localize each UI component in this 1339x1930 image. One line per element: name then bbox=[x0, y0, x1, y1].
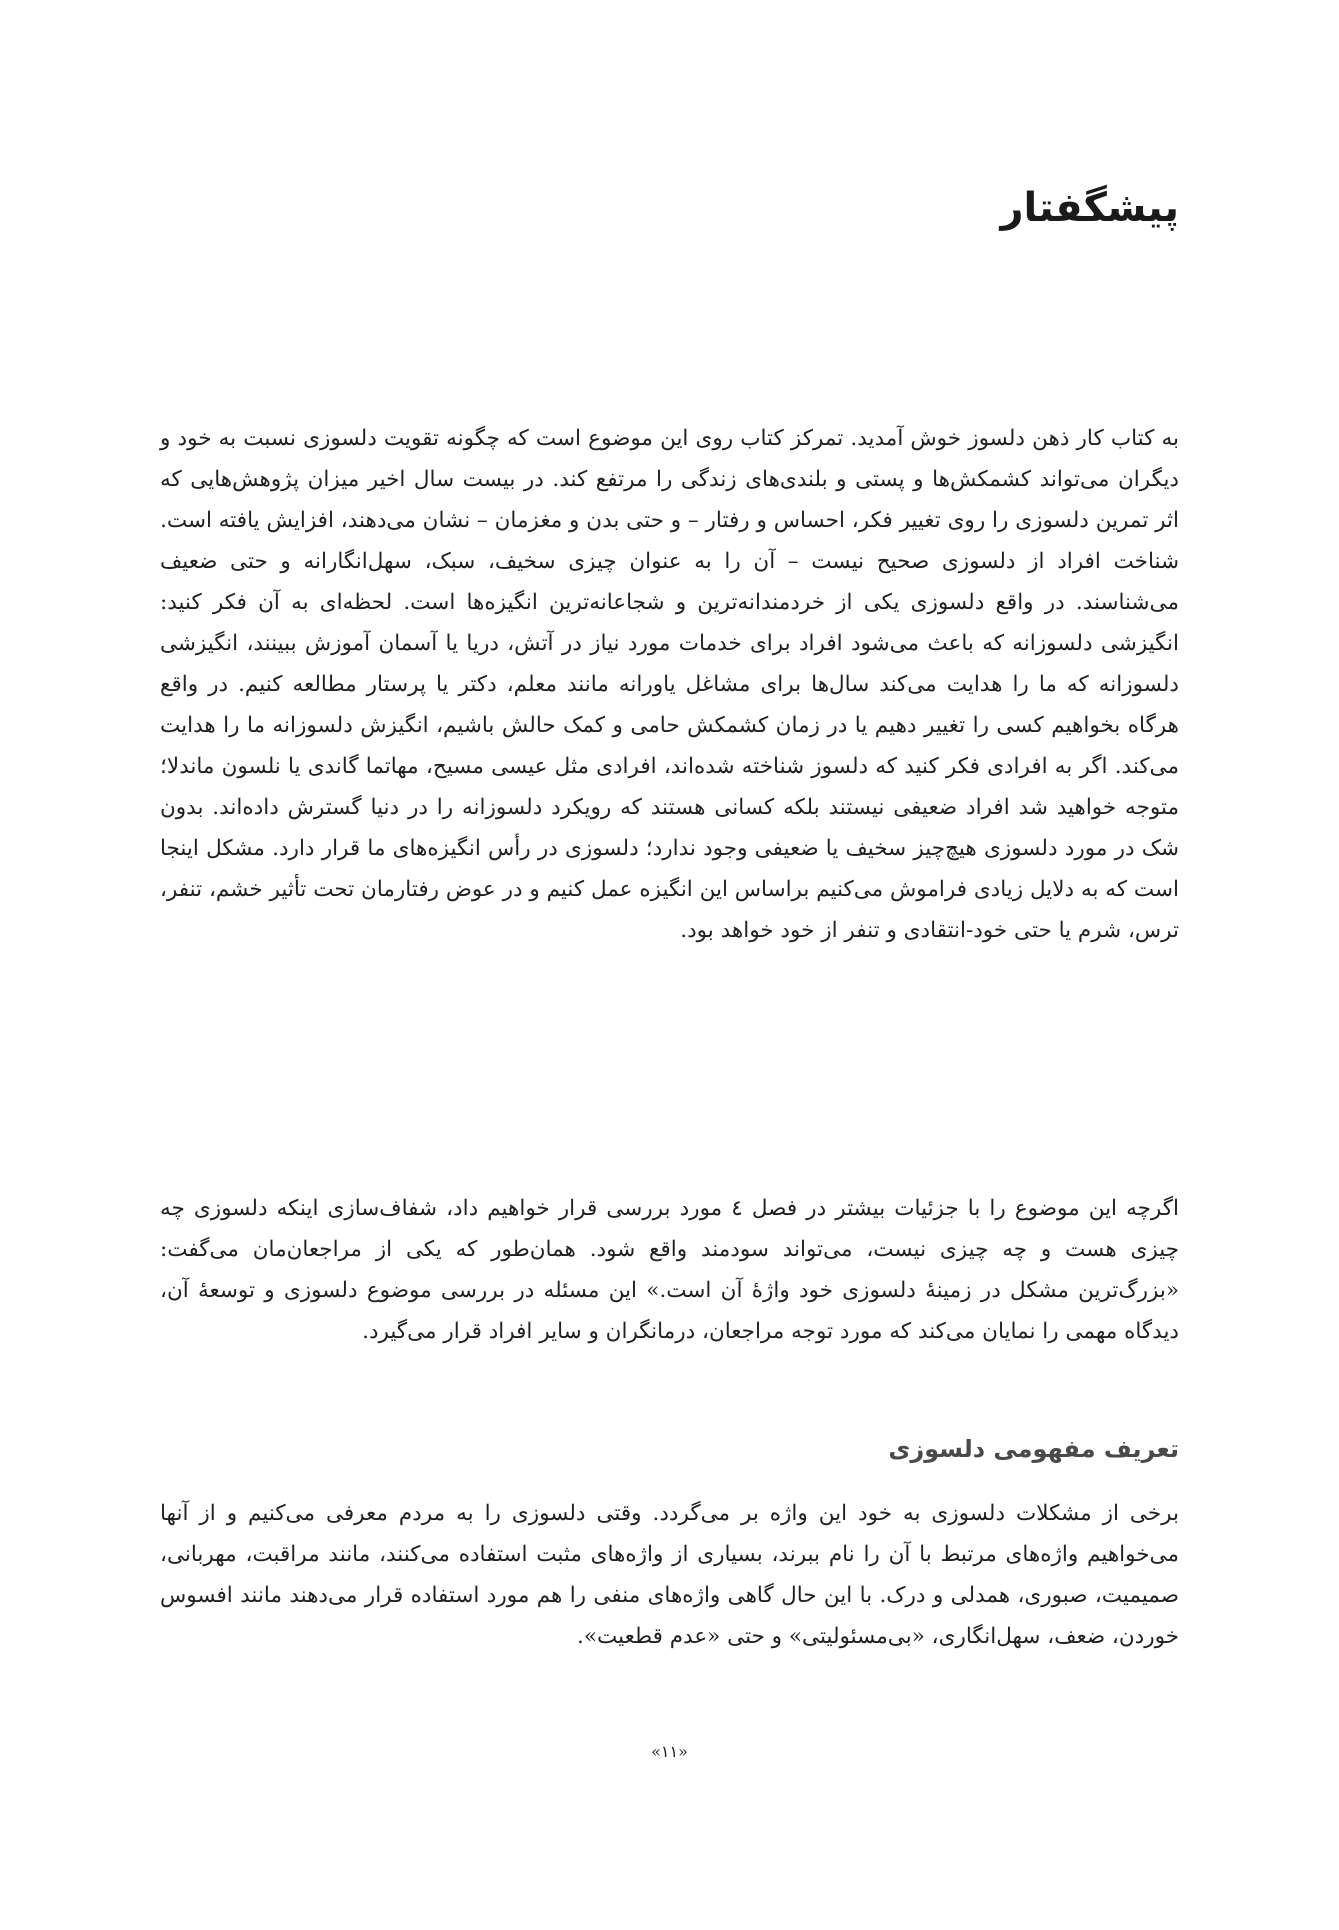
body-paragraph-second: اگرچه این موضوع را با جزئیات بیشتر در فصل ٤ مورد بررسی قرار خواهیم داد، شفاف‌سازی اینکه دلسوزی چه چیزی هست و چه چیزی نیست، می‌تواند سودمند واقع شود. همان‌طور که یکی از مراجعان‌مان می‌گفت: «بزرگ‌ترین مشکل در زمینهٔ دلسوزی خود واژهٔ آن است.» این مسئله در بررسی موضوع دلسوزی و توسعهٔ آن، دیدگاه مهمی را نمایان می‌کند که مورد توجه مراجعان، درمانگران و سایر افراد قرار می‌گیرد. bbox=[160, 1196, 1179, 1344]
page-number: «١١» bbox=[651, 1742, 688, 1761]
chapter-title: پیشگفتار bbox=[1000, 185, 1179, 231]
body-paragraph-intro: به کتاب کار ذهن دلسوز خوش آمدید. تمرکز کتاب روی این موضوع است که چگونه تقویت دلسوزی نسبت به خود و دیگران می‌تواند کشمکش‌ها و پستی و بلندی‌های زندگی را مرتفع کند. در بیست سال اخیر میزان پژوهش‌هایی که اثر تمرین دلسوزی را روی تغییر فکر، احساس و رفتار – و حتی بدن و مغزمان – نشان می‌دهند، افزایش یافته است. شناخت افراد از دلسوزی صحیح نیست – آن را به عنوان چیزی سخیف، سبک، سهل‌انگارانه و حتی ضعیف می‌شناسند. در واقع دلسوزی یکی از خردمندانه‌ترین و شجاعانه‌ترین انگیزه‌ها است. لحظه‌ای به آن فکر کنید: انگیزشی دلسوزانه که باعث می‌شود افراد برای خدمات مورد نیاز در آتش، دریا یا آسمان آموزش ببینند، انگیزشی دلسوزانه که ما را هدایت می‌کند سال‌ها برای مشاغل یاورانه مانند معلم، دکتر یا پرستار مطالعه کنیم. در واقع هرگاه بخواهیم کسی را تغییر دهیم یا در زمان کشمکش حامی و کمک حالش باشیم، انگیزش دلسوزانه ما را هدایت می‌کند. اگر به افرادی فکر کنید که دلسوز شناخته شده‌اند، افرادی مثل عیسی مسیح، مهاتما گاندی یا نلسون ماندلا؛ متوجه خواهید شد افراد ضعیفی نیستند بلکه کسانی هستند که رویکرد دلسوزانه را در دنیا گسترش داده‌اند. بدون شک در مورد دلسوزی هیچ‌چیز سخیف یا ضعیفی وجود ندارد؛ دلسوزی در رأس انگیزه‌های ما قرار دارد. مشکل اینجا است که به دلایل زیادی فراموش می‌کنیم براساس این انگیزه عمل کنیم و در عوض رفتارمان تحت تأثیر خشم، تنفر، ترس، شرم یا حتی خود-انتقادی و تنفر از خود خواهد بود. bbox=[160, 426, 1179, 943]
section-heading: تعریف مفهومی دلسوزی bbox=[888, 1435, 1179, 1463]
body-paragraph-definition: برخی از مشکلات دلسوزی به خود این واژه بر می‌گردد. وقتی دلسوزی را به مردم معرفی می‌کنیم و از آنها می‌خواهیم واژه‌های مرتبط با آن را نام ببرند، بسیاری از واژه‌های مثبت استفاده می‌کنند، مانند مراقبت، مهربانی، صمیمیت، صبوری، همدلی و درک. با این حال گاهی واژه‌های منفی را هم مورد استفاده قرار می‌دهند مانند افسوس خوردن، ضعف، سهل‌انگاری، «بی‌مسئولیتی» و حتی «عدم قطعیت». bbox=[160, 1501, 1179, 1649]
